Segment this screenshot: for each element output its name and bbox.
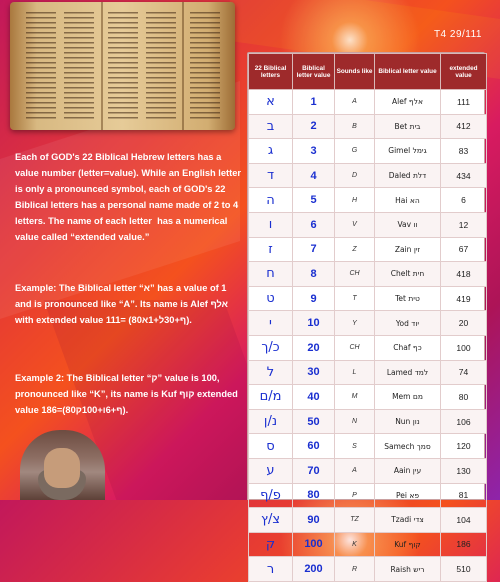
table-row <box>249 385 487 410</box>
letter-name-cell: Zain זין <box>375 237 441 262</box>
extended-value-cell: 120 <box>441 434 487 459</box>
letter-value-cell: 40 <box>293 385 335 410</box>
page-label: T4 29/111 <box>433 29 482 40</box>
table-row <box>249 557 487 582</box>
header-extended-value: extended value <box>441 54 487 90</box>
letter-name-cell: Yod יוד <box>375 311 441 336</box>
extended-value-cell: 412 <box>441 114 487 139</box>
letter-value-cell: 10 <box>293 311 335 336</box>
hebrew-letter-cell: כ/ך <box>249 335 293 360</box>
extended-value-cell: 434 <box>441 163 487 188</box>
sound-cell: Y <box>335 311 375 336</box>
table-row <box>249 508 487 533</box>
letter-value-cell: 4 <box>293 163 335 188</box>
hebrew-letter-cell: ה <box>249 188 293 213</box>
table-row <box>249 335 487 360</box>
letter-name-cell: Vav וו <box>375 212 441 237</box>
hebrew-letter-cell: ע <box>249 458 293 483</box>
letter-name-cell: Aain עין <box>375 458 441 483</box>
sound-cell: CH <box>335 335 375 360</box>
extended-value-cell: 12 <box>441 212 487 237</box>
letter-value-cell: 2 <box>293 114 335 139</box>
letter-name-cell: Alef אלף <box>375 90 441 115</box>
letter-value-cell: 8 <box>293 262 335 287</box>
table-row <box>249 532 487 557</box>
letter-value-cell: 6 <box>293 212 335 237</box>
letter-value-cell: 30 <box>293 360 335 385</box>
hebrew-letter-cell: צ/ץ <box>249 508 293 533</box>
hebrew-letters-table <box>247 52 485 577</box>
sound-cell: G <box>335 139 375 164</box>
letter-name-cell: Pei פא <box>375 483 441 508</box>
hebrew-letter-cell: ר <box>249 557 293 582</box>
sound-cell: D <box>335 163 375 188</box>
extended-value-cell: 130 <box>441 458 487 483</box>
letter-name-cell: Gimel גימל <box>375 139 441 164</box>
table-header-row <box>249 54 487 90</box>
hebrew-letter-cell: ח <box>249 262 293 287</box>
table-row <box>249 114 487 139</box>
letter-name-cell: Chelt חית <box>375 262 441 287</box>
hebrew-letter-cell: ב <box>249 114 293 139</box>
table-row <box>249 286 487 311</box>
table-row <box>249 188 487 213</box>
hebrew-letter-cell: ו <box>249 212 293 237</box>
table-row <box>249 311 487 336</box>
table-row <box>249 483 487 508</box>
letter-value-cell: 1 <box>293 90 335 115</box>
letter-value-cell: 70 <box>293 458 335 483</box>
table-row <box>249 360 487 385</box>
portrait-image <box>20 430 105 500</box>
torah-scroll-image <box>10 2 235 130</box>
letter-value-cell: 60 <box>293 434 335 459</box>
letter-name-cell: Mem מם <box>375 385 441 410</box>
sound-cell: Z <box>335 237 375 262</box>
sound-cell: B <box>335 114 375 139</box>
sound-cell: L <box>335 360 375 385</box>
extended-value-cell: 67 <box>441 237 487 262</box>
letter-name-cell: Tzadi צדי <box>375 508 441 533</box>
extended-value-cell: 20 <box>441 311 487 336</box>
letter-name-cell: Raish ריש <box>375 557 441 582</box>
hebrew-letter-cell: פ/ף <box>249 483 293 508</box>
letter-value-cell: 100 <box>293 532 335 557</box>
intro-paragraph: Each of GOD's 22 Biblical Hebrew letters has a value number (letter=value). While an English letter is only a pronounced symbol, each of GOD's 22 Biblical letters has a personal name made of 2 to 4 letters. The name of each letter has a numerical value called “extended value.” <box>15 152 244 242</box>
letter-name-cell: Lamed למד <box>375 360 441 385</box>
letter-name-cell: Hai הא <box>375 188 441 213</box>
letter-value-cell: 200 <box>293 557 335 582</box>
table-row <box>249 434 487 459</box>
example-1-paragraph: Example: The Biblical letter “א” has a value of 1 and is pronounced like “A”. Its name is Alef אלף with extended value 111= (80ף+30ל+1א). <box>15 283 231 325</box>
table-row <box>249 163 487 188</box>
table-row <box>249 458 487 483</box>
extended-value-cell: 83 <box>441 139 487 164</box>
hebrew-letter-cell: ד <box>249 163 293 188</box>
sound-cell: K <box>335 532 375 557</box>
extended-value-cell: 74 <box>441 360 487 385</box>
sound-cell: V <box>335 212 375 237</box>
extended-value-cell: 186 <box>441 532 487 557</box>
sound-cell: TZ <box>335 508 375 533</box>
letter-name-cell: Chaf כף <box>375 335 441 360</box>
hebrew-letter-cell: י <box>249 311 293 336</box>
header-sounds-like: Sounds like <box>335 54 375 90</box>
letter-value-cell: 7 <box>293 237 335 262</box>
extended-value-cell: 106 <box>441 409 487 434</box>
header-letters: 22 Biblical letters <box>249 54 293 90</box>
sound-cell: N <box>335 409 375 434</box>
hebrew-letter-cell: ט <box>249 286 293 311</box>
letter-name-cell: Kuf קוף <box>375 532 441 557</box>
extended-value-cell: 100 <box>441 335 487 360</box>
sound-cell: CH <box>335 262 375 287</box>
table-row <box>249 262 487 287</box>
letter-name-cell: Daled דלת <box>375 163 441 188</box>
letter-value-cell: 80 <box>293 483 335 508</box>
table-row <box>249 409 487 434</box>
header-letter-value: Biblical letter value <box>293 54 335 90</box>
extended-value-cell: 81 <box>441 483 487 508</box>
sound-cell: A <box>335 90 375 115</box>
letter-name-cell: Nun נון <box>375 409 441 434</box>
sound-cell: S <box>335 434 375 459</box>
extended-value-cell: 510 <box>441 557 487 582</box>
letter-name-cell: Bet בית <box>375 114 441 139</box>
letter-value-cell: 5 <box>293 188 335 213</box>
extended-value-cell: 418 <box>441 262 487 287</box>
hebrew-letter-cell: נ/ן <box>249 409 293 434</box>
hebrew-letter-cell: ז <box>249 237 293 262</box>
sound-cell: A <box>335 458 375 483</box>
letter-value-cell: 9 <box>293 286 335 311</box>
example-2-paragraph: Example 2: The Biblical letter “ק” value is 100, pronounced like “K”, its name is Kuf קוף extended value 186=(80ף+6ו+100ק). <box>15 373 241 415</box>
hebrew-letter-cell: ל <box>249 360 293 385</box>
sound-cell: M <box>335 385 375 410</box>
hebrew-letter-cell: ס <box>249 434 293 459</box>
extended-value-cell: 111 <box>441 90 487 115</box>
sound-cell: P <box>335 483 375 508</box>
letter-name-cell: Tet טית <box>375 286 441 311</box>
table-row <box>249 212 487 237</box>
table-row <box>249 90 487 115</box>
extended-value-cell: 419 <box>441 286 487 311</box>
sound-cell: T <box>335 286 375 311</box>
hebrew-letter-cell: ג <box>249 139 293 164</box>
hebrew-letter-cell: ק <box>249 532 293 557</box>
sound-cell: H <box>335 188 375 213</box>
extended-value-cell: 104 <box>441 508 487 533</box>
hebrew-letter-cell: א <box>249 90 293 115</box>
letter-value-cell: 50 <box>293 409 335 434</box>
letter-name-cell: Samech סמך <box>375 434 441 459</box>
extended-value-cell: 80 <box>441 385 487 410</box>
hebrew-letter-cell: מ/ם <box>249 385 293 410</box>
extended-value-cell: 6 <box>441 188 487 213</box>
letter-value-cell: 90 <box>293 508 335 533</box>
letter-value-cell: 3 <box>293 139 335 164</box>
header-letter-name: Biblical letter value <box>375 54 441 90</box>
sound-cell: R <box>335 557 375 582</box>
table-row <box>249 139 487 164</box>
letter-value-cell: 20 <box>293 335 335 360</box>
table-row <box>249 237 487 262</box>
